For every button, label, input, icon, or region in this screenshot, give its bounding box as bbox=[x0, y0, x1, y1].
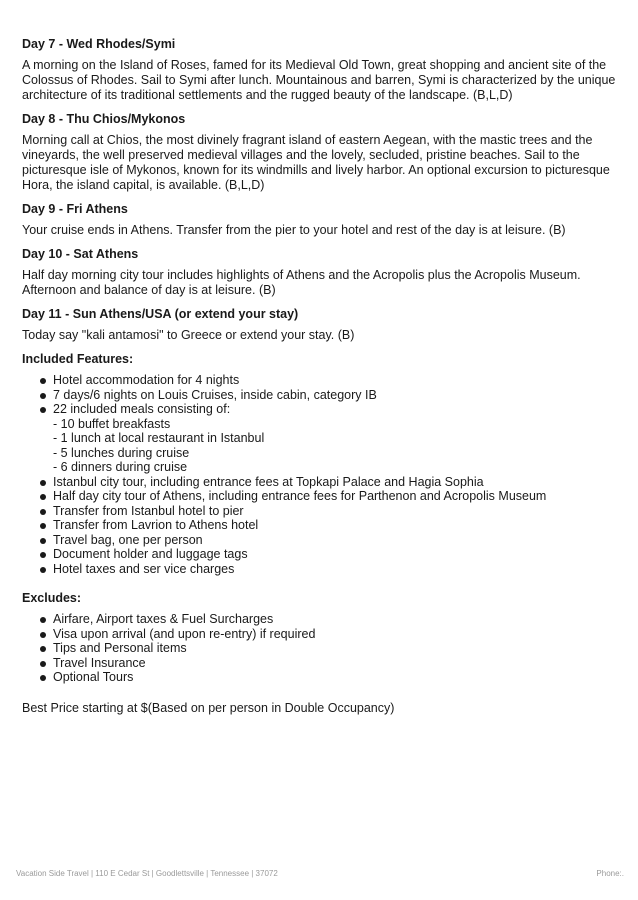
day-10-text: Half day morning city tour includes highlights of Athens and the Acropolis plus the Acropolis Museum. Afternoon and balance of day is at leisure. (B) bbox=[22, 268, 581, 297]
bullet-icon bbox=[40, 552, 46, 558]
list-item-text: Hotel taxes and ser vice charges bbox=[53, 561, 235, 576]
meals-sublist bbox=[53, 417, 618, 475]
bullet-icon bbox=[40, 393, 46, 399]
day-11-text: Today say "kali antamosi" to Greece or extend your stay. (B) bbox=[22, 328, 355, 342]
list-item bbox=[36, 562, 618, 577]
bullet-icon bbox=[40, 567, 46, 573]
sublist-item: - 6 dinners during cruise bbox=[53, 460, 188, 474]
bullet-icon bbox=[40, 617, 46, 623]
bullet-icon bbox=[40, 538, 46, 544]
list-item bbox=[36, 489, 618, 504]
list-item bbox=[36, 518, 618, 533]
list-item bbox=[36, 670, 618, 685]
page-footer bbox=[16, 869, 624, 878]
bullet-icon bbox=[40, 646, 46, 652]
list-item-text: Transfer from Istanbul hotel to pier bbox=[53, 503, 244, 518]
bullet-icon bbox=[40, 523, 46, 529]
list-item-text: Optional Tours bbox=[53, 670, 134, 684]
day-11-section bbox=[22, 306, 618, 343]
list-item bbox=[36, 504, 618, 519]
day-11-title: Day 11 - Sun Athens/USA (or extend your stay) bbox=[22, 307, 299, 321]
bullet-icon bbox=[40, 661, 46, 667]
day-8-section bbox=[22, 111, 618, 193]
list-item bbox=[36, 627, 618, 642]
list-item bbox=[36, 388, 618, 403]
excludes-title: Excludes: bbox=[22, 591, 82, 605]
included-features-title: Included Features: bbox=[22, 352, 134, 366]
list-item bbox=[36, 475, 618, 490]
list-item bbox=[36, 402, 618, 475]
day-10-title: Day 10 - Sat Athens bbox=[22, 247, 139, 261]
document-page bbox=[22, 36, 618, 716]
list-item-text: Travel Insurance bbox=[53, 655, 146, 670]
bullet-icon bbox=[40, 509, 46, 515]
sublist-item: - 5 lunches during cruise bbox=[53, 445, 190, 460]
included-features-list bbox=[36, 373, 618, 576]
list-item-text: Transfer from Lavrion to Athens hotel bbox=[53, 518, 259, 532]
list-item bbox=[36, 533, 618, 548]
list-item-text: 7 days/6 nights on Louis Cruises, inside cabin, category IB bbox=[53, 387, 377, 402]
list-item-text: Visa upon arrival (and upon re-entry) if required bbox=[53, 626, 316, 641]
list-item-text: Document holder and luggage tags bbox=[53, 547, 248, 561]
footer-phone: Phone:. bbox=[596, 869, 624, 878]
day-8-text: Morning call at Chios, the most divinely fragrant island of eastern Aegean, with the mastic trees and the vineyards, the well preserved medieval villages and the lovely, secluded, pristine beaches. Sail to the picturesque isle of Mykonos, known for its windmills and lively harbor. An optional excursion to picturesque Hora, the island capital, is available. (B,L,D) bbox=[22, 133, 610, 192]
list-item-text: Half day city tour of Athens, including entrance fees for Parthenon and Acropolis Museum bbox=[53, 489, 547, 503]
list-item bbox=[36, 641, 618, 656]
list-item-text: 22 included meals consisting of: bbox=[53, 402, 231, 416]
list-item-text: Travel bag, one per person bbox=[53, 532, 203, 547]
day-8-title: Day 8 - Thu Chios/Mykonos bbox=[22, 112, 186, 126]
footer-address: Vacation Side Travel | 110 E Cedar St | Goodlettsville | Tennessee | 37072 bbox=[16, 869, 278, 878]
bullet-icon bbox=[40, 407, 46, 413]
day-9-section bbox=[22, 201, 618, 238]
list-item bbox=[36, 612, 618, 627]
day-9-text: Your cruise ends in Athens. Transfer from the pier to your hotel and rest of the day is at leisure. (B) bbox=[22, 223, 566, 237]
best-price-text: Best Price starting at $(Based on per person in Double Occupancy) bbox=[22, 700, 395, 715]
bullet-icon bbox=[40, 675, 46, 681]
list-item-text: Istanbul city tour, including entrance fees at Topkapi Palace and Hagia Sophia bbox=[53, 474, 484, 489]
list-item-text: Airfare, Airport taxes & Fuel Surcharges bbox=[53, 612, 274, 626]
list-item-text: Hotel accommodation for 4 nights bbox=[53, 373, 240, 387]
day-10-section bbox=[22, 246, 618, 298]
day-7-section bbox=[22, 36, 618, 103]
list-item-text: Tips and Personal items bbox=[53, 641, 187, 655]
list-item bbox=[36, 547, 618, 562]
bullet-icon bbox=[40, 632, 46, 638]
sublist-item: - 10 buffet breakfasts bbox=[53, 416, 171, 431]
sublist-item: - 1 lunch at local restaurant in Istanbul bbox=[53, 431, 265, 445]
list-item bbox=[36, 656, 618, 671]
day-7-text: A morning on the Island of Roses, famed for its Medieval Old Town, great shopping and ancient site of the Colossus of Rhodes. Sail to Symi after lunch. Mountainous and barren, Symi is characterized by the unique architecture of its traditional settlements and the rugged beauty of the landscape. (B,L,D) bbox=[22, 58, 616, 102]
day-9-title: Day 9 - Fri Athens bbox=[22, 202, 128, 216]
bullet-icon bbox=[40, 378, 46, 384]
bullet-icon bbox=[40, 494, 46, 500]
bullet-icon bbox=[40, 480, 46, 486]
excludes-list bbox=[36, 612, 618, 685]
list-item bbox=[36, 373, 618, 388]
day-7-title: Day 7 - Wed Rhodes/Symi bbox=[22, 37, 176, 51]
